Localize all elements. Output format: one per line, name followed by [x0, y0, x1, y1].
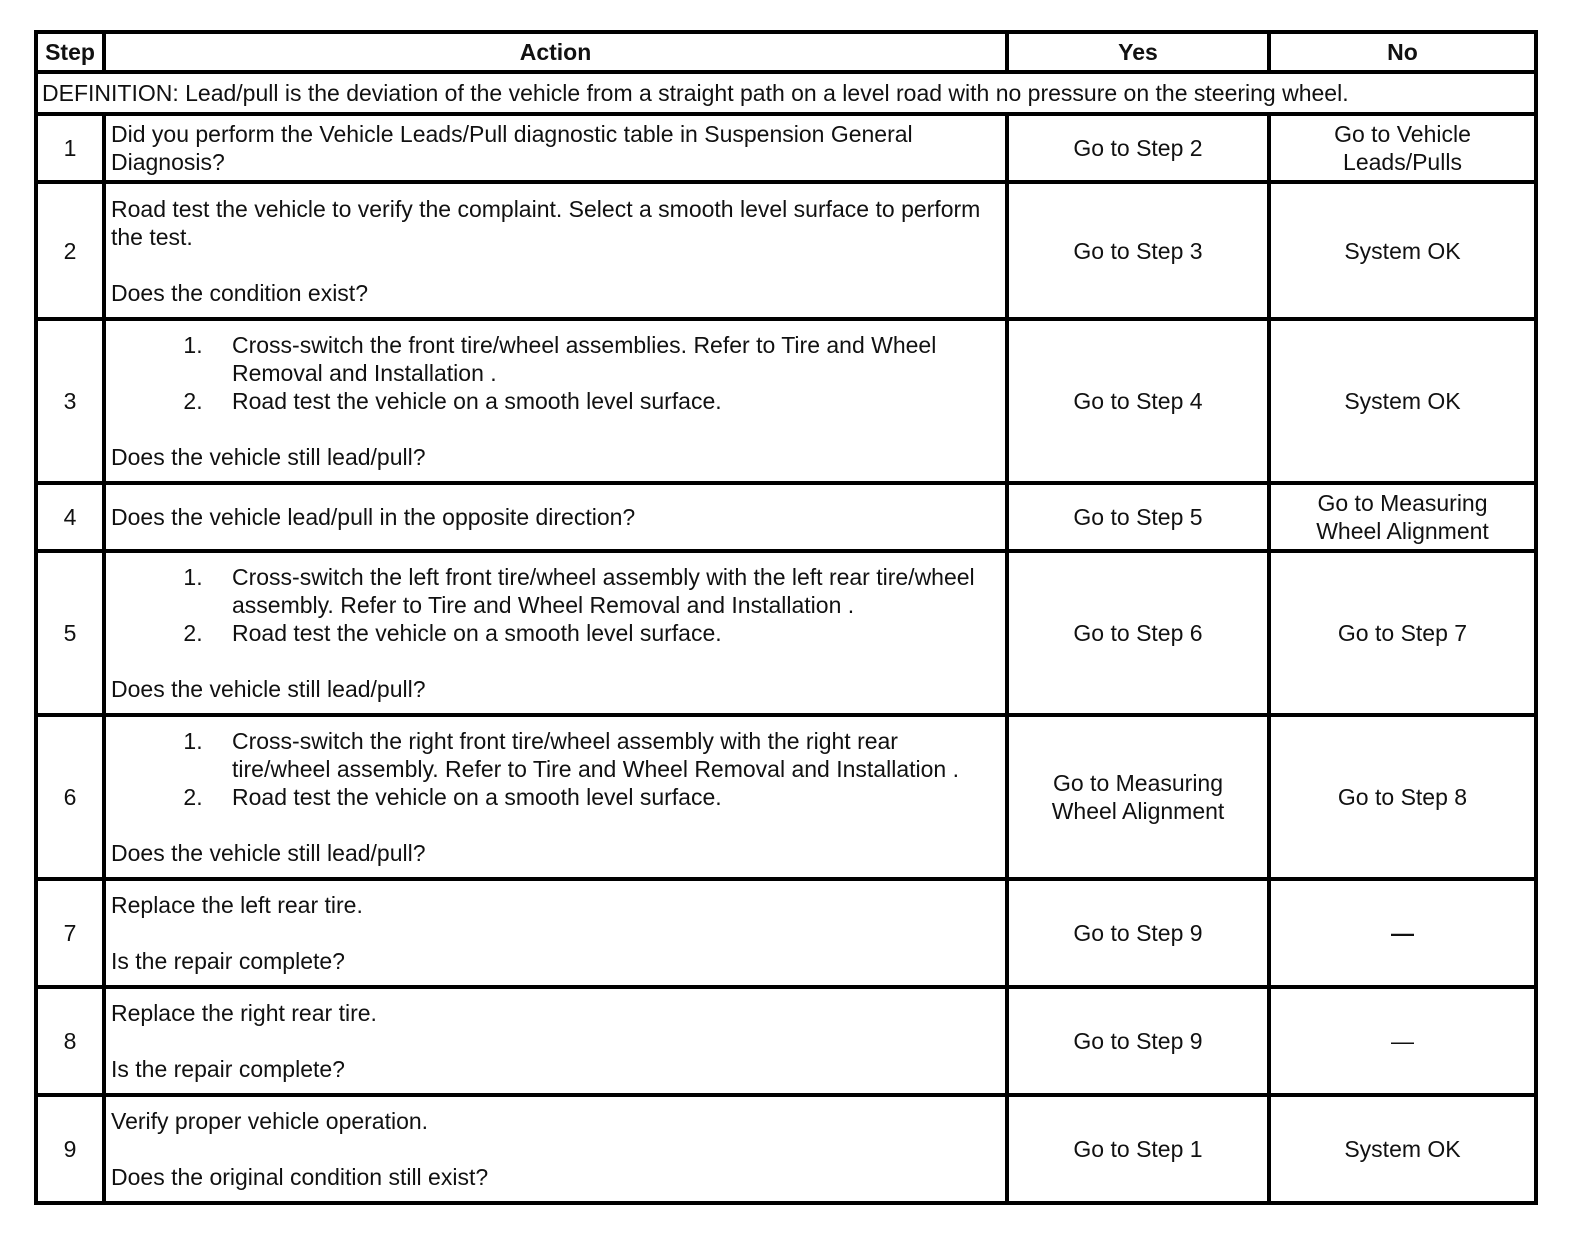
- instruction-item: 1. Cross-switch the front tire/wheel assemblies. Refer to Tire and Wheel Removal and Installation .: [209, 331, 1000, 387]
- no-cell: Go to Step 8: [1269, 715, 1536, 879]
- instruction-item: 2. Road test the vehicle on a smooth level surface.: [209, 387, 1000, 415]
- action-question: Does the vehicle still lead/pull?: [111, 444, 426, 470]
- step-number: 5: [36, 551, 104, 715]
- table-row: [36, 551, 1536, 715]
- no-cell: System OK: [1269, 1095, 1536, 1203]
- yes-line-1: Go to Measuring: [1052, 770, 1224, 796]
- action-cell: [104, 319, 1007, 483]
- action-text: Verify proper vehicle operation.: [111, 1108, 429, 1134]
- table-row: [36, 483, 1536, 551]
- yes-cell: Go to Step 5: [1007, 483, 1269, 551]
- table-row: [36, 987, 1536, 1095]
- step-number: 6: [36, 715, 104, 879]
- instruction-item: 1. Cross-switch the right front tire/wheel assembly with the right rear tire/wheel assembly. Refer to Tire and Wheel Removal and Installation .: [209, 727, 1000, 783]
- header-action: Action: [104, 32, 1007, 72]
- no-cell: [1269, 879, 1536, 987]
- instruction-list: [111, 563, 1000, 647]
- no-cell: Go to Step 7: [1269, 551, 1536, 715]
- instruction-list: [111, 331, 1000, 415]
- yes-cell: Go to Step 2: [1007, 114, 1269, 182]
- step-number: 4: [36, 483, 104, 551]
- no-line-2: Leads/Pulls: [1343, 149, 1462, 175]
- table-row: [36, 879, 1536, 987]
- no-cell: System OK: [1269, 319, 1536, 483]
- no-cell: [1269, 114, 1536, 182]
- table-row: [36, 715, 1536, 879]
- definition-row: [36, 72, 1536, 114]
- action-text: Did you perform the Vehicle Leads/Pull diagnostic table in Suspension General Diagnosis?: [111, 121, 913, 175]
- action-text: Replace the right rear tire.: [111, 1000, 377, 1026]
- action-cell: [104, 715, 1007, 879]
- action-cell: [104, 182, 1007, 319]
- action-text: Does the vehicle lead/pull in the opposite direction?: [111, 504, 636, 530]
- action-question: Does the original condition still exist?: [111, 1164, 489, 1190]
- action-cell: [104, 1095, 1007, 1203]
- yes-cell: Go to Step 6: [1007, 551, 1269, 715]
- yes-cell: Go to Step 4: [1007, 319, 1269, 483]
- step-number: 9: [36, 1095, 104, 1203]
- action-text: Replace the left rear tire.: [111, 892, 363, 918]
- instruction-item: 2. Road test the vehicle on a smooth level surface.: [209, 619, 1000, 647]
- no-line-1: Go to Measuring: [1317, 490, 1488, 516]
- instruction-item: 2. Road test the vehicle on a smooth level surface.: [209, 783, 1000, 811]
- action-cell: [104, 879, 1007, 987]
- yes-cell: Go to Step 3: [1007, 182, 1269, 319]
- step-number: 2: [36, 182, 104, 319]
- yes-cell: [1007, 715, 1269, 879]
- table-row: [36, 1095, 1536, 1203]
- header-yes: Yes: [1007, 32, 1269, 72]
- dash-text: —: [1391, 920, 1414, 946]
- yes-line-2: Wheel Alignment: [1051, 798, 1225, 824]
- action-text: Road test the vehicle to verify the complaint. Select a smooth level surface to perform the test.: [111, 195, 981, 250]
- step-number: 7: [36, 879, 104, 987]
- action-question: Does the condition exist?: [111, 279, 368, 306]
- yes-cell: Go to Step 1: [1007, 1095, 1269, 1203]
- action-question: Does the vehicle still lead/pull?: [111, 840, 426, 866]
- action-question: Is the repair complete?: [111, 1056, 345, 1082]
- header-step: Step: [36, 32, 104, 72]
- instruction-item: 1. Cross-switch the left front tire/wheel assembly with the left rear tire/wheel assembly. Refer to Tire and Wheel Removal and Installation .: [209, 563, 1000, 619]
- step-number: 8: [36, 987, 104, 1095]
- header-row: [36, 32, 1536, 72]
- no-cell: System OK: [1269, 182, 1536, 319]
- header-no: No: [1269, 32, 1536, 72]
- action-cell: [104, 483, 1007, 551]
- step-number: 3: [36, 319, 104, 483]
- yes-cell: Go to Step 9: [1007, 879, 1269, 987]
- diagnostic-table: [34, 30, 1538, 1205]
- definition-text: DEFINITION: Lead/pull is the deviation of the vehicle from a straight path on a level road with no pressure on the steering wheel.: [36, 72, 1536, 114]
- action-question: Is the repair complete?: [111, 948, 345, 974]
- table-row: [36, 182, 1536, 319]
- no-cell: —: [1269, 987, 1536, 1095]
- instruction-list: [111, 727, 1000, 811]
- no-line-1: Go to Vehicle: [1334, 121, 1471, 147]
- action-cell: [104, 551, 1007, 715]
- yes-cell: Go to Step 9: [1007, 987, 1269, 1095]
- table-row: [36, 319, 1536, 483]
- action-cell: [104, 987, 1007, 1095]
- action-question: Does the vehicle still lead/pull?: [111, 676, 426, 702]
- step-number: 1: [36, 114, 104, 182]
- table-row: [36, 114, 1536, 182]
- no-line-2: Wheel Alignment: [1316, 518, 1489, 544]
- action-cell: [104, 114, 1007, 182]
- no-cell: [1269, 483, 1536, 551]
